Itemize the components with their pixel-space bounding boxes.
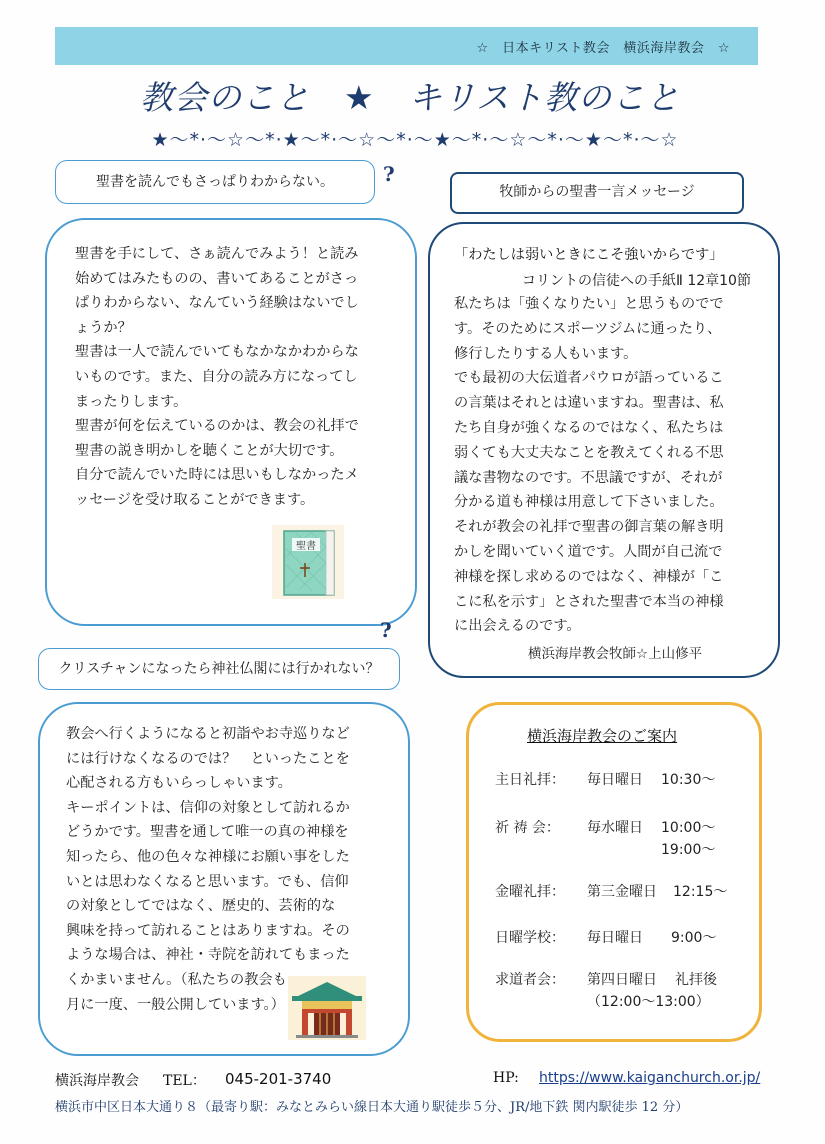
footer-contact	[55, 1070, 775, 1090]
bible-verse-quote: 「わたしは弱いときにこそ強いからです」	[454, 247, 724, 263]
info-time: 10:30〜	[661, 772, 716, 788]
footer-tel: 045-201-3740	[225, 1070, 332, 1088]
question-shrine-text: クリスチャンになったら神社仏閣には行かれない？	[58, 661, 380, 677]
question-mark-icon: ?	[383, 162, 395, 186]
info-row-prayer	[495, 817, 755, 858]
info-row-sunday-school	[495, 927, 755, 947]
church-info-box	[466, 702, 762, 1042]
info-day: 毎水曜日	[587, 820, 643, 836]
footer-hp-label: HP:	[493, 1070, 519, 1086]
info-day: 第三金曜日	[587, 884, 657, 900]
bible-verse-reference: コリントの信徒への手紙Ⅱ 12章10節	[522, 273, 751, 289]
bible-cover-label: 聖書	[296, 541, 316, 552]
footer-tel-label: TEL：	[163, 1073, 206, 1089]
pastor-message-box	[428, 222, 780, 678]
pastor-message-header: 牧師からの聖書一言メッセージ	[450, 172, 744, 214]
page-title: 教会のこと ★ キリスト教のこと	[140, 78, 680, 117]
info-day: 毎日曜日	[587, 930, 643, 946]
bible-book-image	[272, 525, 344, 599]
info-day: 第四日曜日	[587, 972, 657, 988]
info-time: 礼拝後	[675, 972, 717, 988]
info-row-sunday	[495, 769, 755, 789]
footer-address: 横浜市中区日本大通り８（最寄り駅：みなとみらい線日本大通り駅徒歩５分、JR/地下鉄 関内駅徒歩 12 分）	[55, 1100, 689, 1115]
info-label: 求道者会：	[495, 972, 565, 988]
info-time: 9:00〜	[671, 930, 717, 946]
church-banner-text: ☆ 日本キリスト教会 横浜海岸教会 ☆	[476, 41, 730, 56]
decorative-divider: ★〜*·〜☆〜*·★〜*·〜☆〜*·〜★〜*·〜☆〜*·〜★〜*·〜☆	[151, 129, 679, 151]
info-time: 12:15〜	[673, 884, 728, 900]
footer-website-link[interactable]: https://www.kaiganchurch.or.jp/	[539, 1070, 761, 1086]
info-time-2: 19:00〜	[661, 842, 716, 858]
church-info-title: 横浜海岸教会のご案内	[527, 727, 678, 745]
shrine-answer-text: 教会へ行くようになると初詣やお寺巡りなど には行けなくなるのでは？ といったことを 心配される方もいらっしゃいます。 キーポイントは、信仰の対象として訪れるか どうかです。聖書を通して唯一の真の神様を 知ったら、他の色々な神様にお願い事をした いとは思わなくなると思います。でも、信仰 の対象としてではなく、歴史的、芸術的な 興味を持って訪れることはありますね。その ような場合は、神社・寺院を訪れてもまった くかまいません。（私たちの教会も 月に一度、一般公開しています。）	[66, 726, 350, 1013]
question-mark-icon-2: ?	[380, 618, 392, 642]
shrine-gate-image	[288, 976, 366, 1040]
question-box-shrine	[38, 648, 400, 690]
info-time-2: （12:00〜13:00）	[587, 994, 710, 1010]
info-time: 10:00〜	[661, 820, 716, 836]
info-row-friday	[495, 881, 755, 901]
question-box-bible	[55, 160, 375, 204]
question-bible-text: 聖書を読んでもさっぱりわからない。	[96, 174, 334, 190]
header-banner	[55, 27, 758, 65]
info-row-seekers	[495, 969, 755, 1010]
info-day: 毎日曜日	[587, 772, 643, 788]
pastor-signature: 横浜海岸教会牧師☆上山修平	[528, 646, 703, 662]
bible-answer-text: 聖書を手にして、さぁ読んでみよう！と読み 始めてはみたものの、書いてあることがさっ ぱりわからない、なんていう経験はないでし ょうか？ 聖書は一人で読んでいてもなかなかわからな いものです。また、自分の読み方になってし まったりします。 聖書が何を伝えているのかは、教会の礼拝で 聖書の説き明かしを聴くことが大切です。 自分で読んでいた時には思いもしなかったメ ッセージを受け取ることができます。	[75, 246, 359, 508]
pastor-message-text: 私たちは「強くなりたい」と思うものでで す。そのためにスポーツジムに通ったり、 修行したりする人もいます。 でも最初の大伝道者パウロが語っているこ の言葉はそれとは違いますね。聖書は、私 たち自身が強くなるのではなく、私たちは 弱くても大丈夫なことを教えてくれる不思 議な書物なのです。不思議ですが、それが 分かる道も神様は用意して下さいました。 それが教会の礼拝で聖書の御言葉の解き明 かしを聞いていく道です。人間が自己流で 神様を探し求めるのではなく、神様が「こ こに私を示す」とされた聖書で本当の神様 に出会えるのです。	[454, 296, 724, 635]
info-label: 主日礼拝：	[495, 772, 565, 788]
info-label: 祈 祷 会：	[495, 820, 560, 836]
bible-answer-box	[45, 218, 417, 626]
info-label: 日曜学校：	[495, 930, 565, 946]
footer-church-name: 横浜海岸教会	[55, 1073, 139, 1089]
info-label: 金曜礼拝：	[495, 884, 565, 900]
